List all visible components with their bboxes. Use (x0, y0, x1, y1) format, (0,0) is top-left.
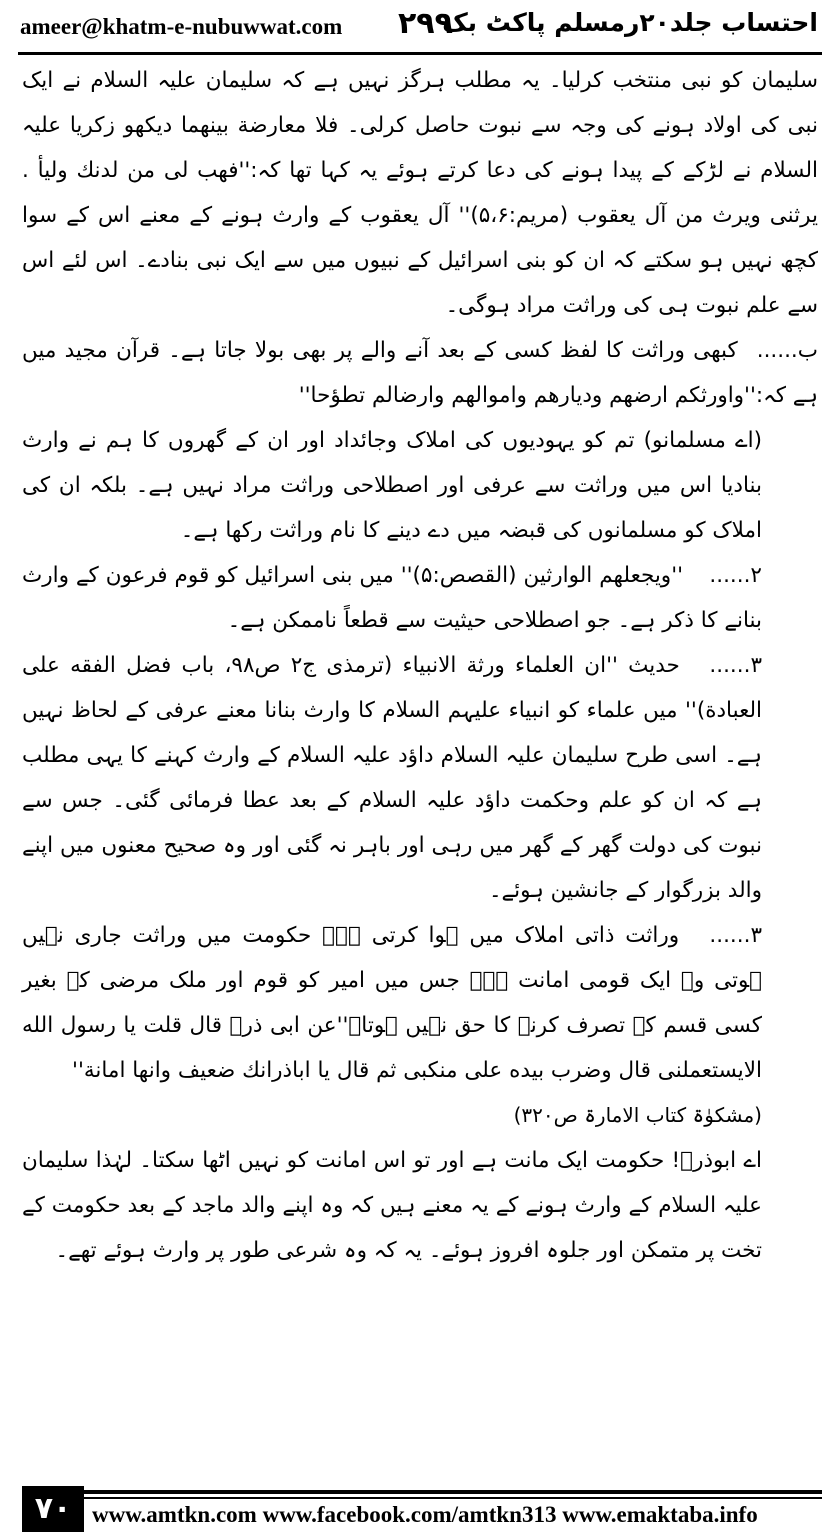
footer-rule-thick (84, 1490, 822, 1494)
paragraph-5-text: حدیث ''ان العلماء ورثة الانبياء (ترمذى ج۲ ص۹۸، باب فضل الفقه على العبادة)'' میں علماء کو انبیاء علیہم السلام کا وارث بنانا معنے عرفی کے لحاظ نہیں ہے۔ اسی طرح سلیمان علیہ السلام داؤد علیہ السلام کے وارث کہنے کا یہی مطلب ہے کہ ان کو علم وحکمت داؤد علیہ السلام کے بعد عطا فرمائی گئی۔ جس سے نبوت کی دولت گھر کے گھر میں رہی اور باہر نہ گئی اور وہ صحیح معنوں میں اپنے والد بزرگوار کے جانشین ہوئے۔ (22, 653, 762, 903)
paragraph-3: (اے مسلمانو) تم کو یہودیوں کی املاک وجائداد اور ان کے گھروں کا ہم نے وارث بنادیا اس میں وراثت سے عرفی اور اصطلاحی وراثت مراد نہیں ہے۔ بلکہ ان کی املاک کو مسلمانوں کی قبضہ میں دے دینے کا نام وراثت رکھا ہے۔ (22, 428, 762, 543)
page-body (22, 58, 818, 1273)
paragraph-2-text: کبھی وراثت کا لفظ کسی کے بعد آنے والے پر بھی بولا جاتا ہے۔ قرآن مجید میں ہے کہ:''واورثكم ارضهم وديارهم واموالهم وارضالم تطؤحا'' (22, 338, 818, 408)
page-footer (0, 1486, 840, 1540)
header-page-number: ۲۹۹ (398, 6, 453, 41)
paragraph-2 (22, 328, 818, 418)
item-marker-3a: ۳...... (709, 653, 762, 678)
item-marker-3b: ۳...... (709, 923, 762, 948)
paragraph-5 (22, 643, 818, 913)
footer-links: www.amtkn.com www.facebook.com/amtkn313 www.emaktaba.info (92, 1502, 758, 1527)
paragraph-6-text: وراثت ذاتی املاک میں ہوا کرتی ہے۔ حکومت میں وراثت جاری نہیں ہوتی وہ ایک قومی امانت ہے۔ جس میں امیر کو قوم اور ملک مرضی کے بغیر کسی قسم کے تصرف کرنے کا حق نہیں ہوتا۔''عن ابى ذرؓ قال قلت يا رسول الله الايستعملنى قال وضرب بيده على منكبى ثم قال يا اباذرانك ضعيف وانها امانة'' (22, 923, 762, 1083)
header-email: ameer@khatm-e-nubuwwat.com (20, 14, 343, 39)
item-marker-2: ۲...... (709, 563, 762, 588)
paragraph-6 (22, 913, 818, 1093)
paragraph-4-text: ''ويجعلهم الوارثين (القصص:۵)'' میں بنی اسرائیل کو قوم فرعون کے وارث بنانے کا ذکر ہے۔ جو اصطلاحی حیثیت سے قطعاً ناممکن ہے۔ (22, 563, 762, 633)
header-book-title: احتساب جلد۲۰رمسلم پاکٹ بک (442, 8, 818, 37)
citation: (مشکوٰۃ کتاب الامارۃ ص۳۲۰) (513, 1103, 762, 1127)
footer-rule-thin (84, 1497, 822, 1499)
item-marker-b: ب...... (756, 338, 818, 363)
footer-number-box: ۷۰ (22, 1486, 84, 1532)
paragraph-7: اے ابوذرؓ! حکومت ایک مانت ہے اور تو اس امانت کو نہیں اٹھا سکتا۔ لہٰذا سلیمان علیہ السلام کے وارث ہونے کے یہ معنے ہیں کہ وہ اپنے والد ماجد کے بعد حکومت کے تخت پر متمکن اور جلوہ افروز ہوئے۔ یہ کہ وہ شرعی طور پر وارث ہوئے تھے۔ (22, 1148, 762, 1263)
paragraph-1: سلیمان کو نبی منتخب کرلیا۔ یہ مطلب ہرگز نہیں ہے کہ سلیمان علیہ السلام نے ایک نبی کی اولاد ہونے کی وجہ سے نبوت حاصل کرلی۔ فلا معارضة بینهما دیکھو زکریا علیہ السلام نے لڑکے کے پیدا ہونے کی دعا کرتے ہوئے یہ کہا تھا کہ:''فهب لى من لدنك وليأ . يرثنى ويرث من آل يعقوب (مریم:۵،۶)'' آل یعقوب کے وارث ہونے کے معنے اس کے سوا کچھ نہیں ہو سکتے کہ ان کو بنی اسرائیل کے نبیوں میں سے ایک نبی بنادے۔ اس لئے اس سے علم نبوت ہی کی وراثت مراد ہوگی۔ (22, 68, 818, 318)
page-header (0, 0, 840, 52)
paragraph-4 (22, 553, 818, 643)
header-rule (18, 52, 822, 55)
